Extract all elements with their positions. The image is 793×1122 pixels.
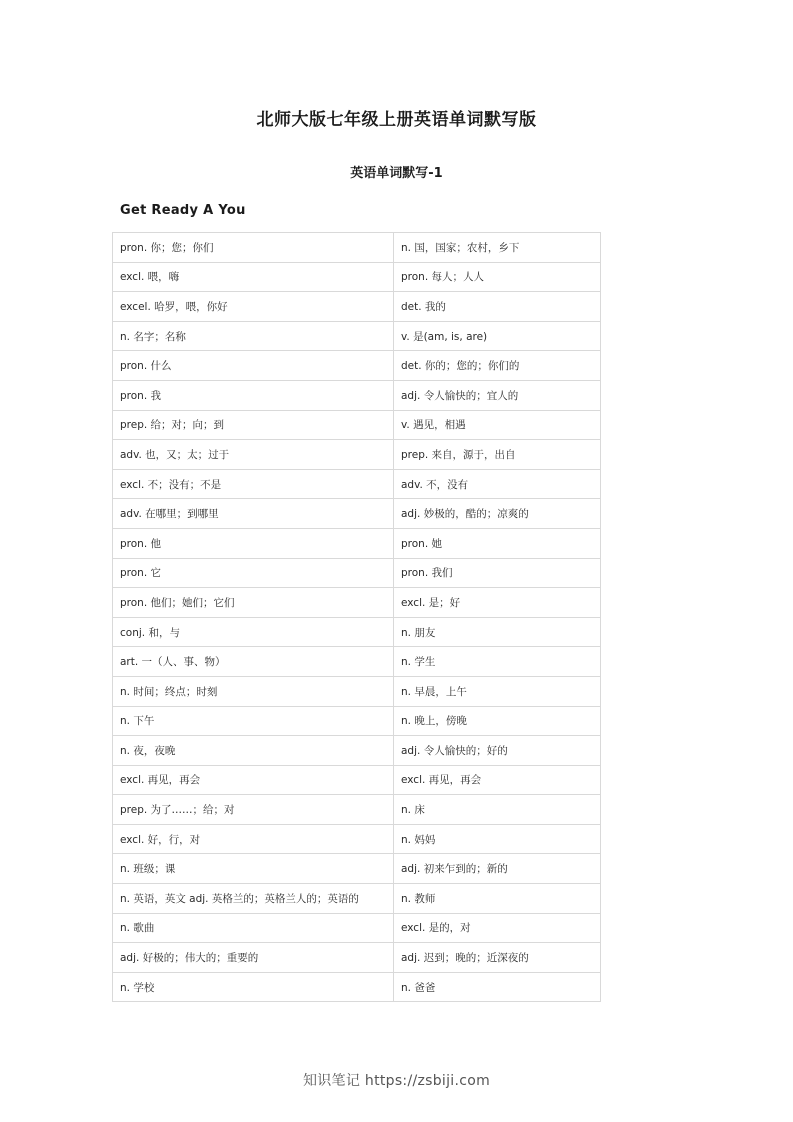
table-cell-left: excl. 好，行，对 (113, 824, 394, 854)
table-row (113, 469, 601, 499)
table-row (113, 736, 601, 766)
table-cell-left: n. 歌曲 (113, 913, 394, 943)
table-cell-left: conj. 和，与 (113, 617, 394, 647)
table-cell-right: n. 国，国家；农村，乡下 (394, 233, 601, 263)
table-cell-right: n. 学生 (394, 647, 601, 677)
table-cell-right: n. 床 (394, 795, 601, 825)
table-cell-right: n. 早晨，上午 (394, 676, 601, 706)
table-cell-right: n. 妈妈 (394, 824, 601, 854)
table-cell-left: n. 时间；终点；时刻 (113, 676, 394, 706)
table-cell-right: det. 你的；您的；你们的 (394, 351, 601, 381)
table-cell-left: pron. 它 (113, 558, 394, 588)
table-row (113, 706, 601, 736)
table-row (113, 617, 601, 647)
table-cell-left: excl. 不；没有；不是 (113, 469, 394, 499)
table-cell-right: v. 是(am, is, are) (394, 321, 601, 351)
table-row (113, 824, 601, 854)
table-cell-right: adv. 不，没有 (394, 469, 601, 499)
table-row (113, 647, 601, 677)
table-row (113, 321, 601, 351)
table-cell-left: pron. 他 (113, 528, 394, 558)
table-cell-left: excel. 哈罗，喂，你好 (113, 292, 394, 322)
table-row (113, 233, 601, 263)
table-row (113, 440, 601, 470)
table-cell-right: pron. 我们 (394, 558, 601, 588)
table-cell-left: n. 下午 (113, 706, 394, 736)
table-cell-right: excl. 是的，对 (394, 913, 601, 943)
table-cell-left: adv. 也，又；太；过于 (113, 440, 394, 470)
table-cell-right: v. 遇见，相遇 (394, 410, 601, 440)
table-cell-left: n. 学校 (113, 972, 394, 1002)
table-cell-right: adj. 初来乍到的；新的 (394, 854, 601, 884)
table-cell-right: n. 爸爸 (394, 972, 601, 1002)
table-row (113, 795, 601, 825)
table-cell-right: excl. 再见，再会 (394, 765, 601, 795)
table-cell-left: pron. 你；您；你们 (113, 233, 394, 263)
table-cell-right: pron. 她 (394, 528, 601, 558)
table-cell-left: n. 夜，夜晚 (113, 736, 394, 766)
table-cell-left: n. 英语，英文 adj. 英格兰的；英格兰人的；英语的 (113, 884, 394, 914)
table-cell-left: prep. 给；对；向；到 (113, 410, 394, 440)
table-row (113, 676, 601, 706)
table-cell-right: n. 晚上，傍晚 (394, 706, 601, 736)
table-cell-right: det. 我的 (394, 292, 601, 322)
table-row (113, 558, 601, 588)
vocab-table-body (113, 233, 601, 1002)
table-row (113, 351, 601, 381)
table-cell-right: excl. 是；好 (394, 588, 601, 618)
table-row (113, 588, 601, 618)
page-title: 北师大版七年级上册英语单词默写版 (256, 110, 537, 130)
table-row (113, 262, 601, 292)
table-cell-right: adj. 令人愉快的；好的 (394, 736, 601, 766)
table-cell-left: excl. 喂，嗨 (113, 262, 394, 292)
table-cell-right: n. 教师 (394, 884, 601, 914)
table-cell-right: adj. 令人愉快的；宜人的 (394, 380, 601, 410)
table-cell-left: art. 一（人、事、物） (113, 647, 394, 677)
table-row (113, 410, 601, 440)
table-cell-right: prep. 来自，源于，出自 (394, 440, 601, 470)
table-cell-left: n. 名字；名称 (113, 321, 394, 351)
table-row (113, 499, 601, 529)
table-cell-left: adv. 在哪里；到哪里 (113, 499, 394, 529)
table-cell-left: pron. 我 (113, 380, 394, 410)
table-cell-left: pron. 他们；她们；它们 (113, 588, 394, 618)
table-cell-right: adj. 妙极的，酷的；凉爽的 (394, 499, 601, 529)
table-row (113, 913, 601, 943)
table-row (113, 854, 601, 884)
table-cell-right: pron. 每人；人人 (394, 262, 601, 292)
table-row (113, 765, 601, 795)
section-heading: Get Ready A You (120, 203, 246, 218)
table-cell-left: adj. 好极的；伟大的；重要的 (113, 943, 394, 973)
table-cell-left: prep. 为了……；给；对 (113, 795, 394, 825)
table-row (113, 528, 601, 558)
table-row (113, 884, 601, 914)
table-cell-left: excl. 再见，再会 (113, 765, 394, 795)
table-cell-left: n. 班级；课 (113, 854, 394, 884)
table-cell-left: pron. 什么 (113, 351, 394, 381)
vocab-table (112, 232, 601, 1002)
table-cell-right: n. 朋友 (394, 617, 601, 647)
table-cell-right: adj. 迟到；晚的；近深夜的 (394, 943, 601, 973)
page-subtitle: 英语单词默写-1 (350, 166, 443, 181)
table-row (113, 380, 601, 410)
table-row (113, 943, 601, 973)
footer-watermark: 知识笔记 https://zsbiji.com (302, 1073, 491, 1089)
table-row (113, 292, 601, 322)
table-row (113, 972, 601, 1002)
